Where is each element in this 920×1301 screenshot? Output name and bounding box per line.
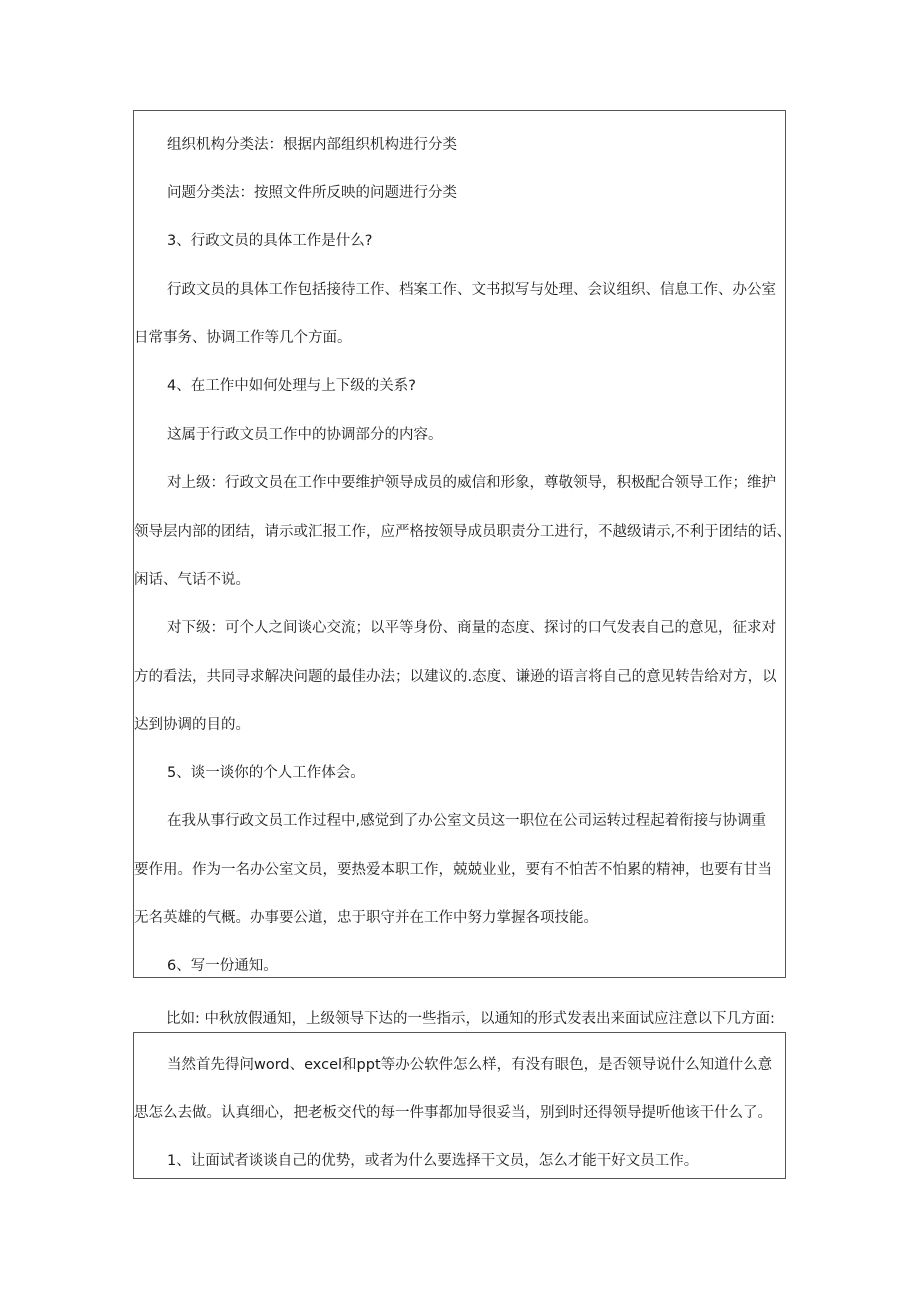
question-3-heading: 3、行政文员的具体工作是什么? xyxy=(167,233,373,249)
subordinates-line-3: 达到协调的目的。 xyxy=(134,717,250,733)
question-5-heading: 5、谈一谈你的个人工作体会。 xyxy=(167,765,365,781)
notice-example-paragraph: 比如: 中秋放假通知，上级领导下达的一些指示，以通知的形式发表出来面试应注意以下几方面: xyxy=(166,1011,775,1027)
superiors-line-1: 对上级：行政文员在工作中要维护领导成员的威信和形象，尊敬领导，积极配合领导工作；维护 xyxy=(167,475,776,491)
office-skills-line-2: 思怎么去做。认真细心，把老板交代的每一件事都加导很妥当，别到时还得领导提听他该干什么了。 xyxy=(134,1105,772,1121)
superiors-line-3: 闲话、气话不说。 xyxy=(134,572,250,588)
superiors-line-2: 领导层内部的团结，请示或汇报工作，应严格按领导成员职责分工进行，不越级请示,不利于团结的话、 xyxy=(134,524,792,540)
subordinates-line-2: 方的看法，共同寻求解决问题的最佳办法；以建议的.态度、谦逊的语言将自己的意见转告给对方，以 xyxy=(134,669,777,685)
paragraph-org-classification: 组织机构分类法：根据内部组织机构进行分类 xyxy=(167,137,457,153)
answer-5-line-3: 无名英雄的气概。办事要公道，忠于职守并在工作中努力掌握各项技能。 xyxy=(134,910,598,926)
paragraph-problem-classification: 问题分类法：按照文件所反映的问题进行分类 xyxy=(167,185,457,201)
answer-3-line-1: 行政文员的具体工作包括接待工作、档案工作、文书拟写与处理、会议组织、信息工作、办公室 xyxy=(167,282,776,298)
office-skills-line-1: 当然首先得问word、excel和ppt等办公软件怎么样，有没有眼色，是否领导说什么知道什么意 xyxy=(167,1057,773,1073)
question-6-heading: 6、写一份通知。 xyxy=(167,958,278,974)
answer-5-line-2: 要作用。作为一名办公室文员，要热爱本职工作，兢兢业业，要有不怕苦不怕累的精神，也要有甘当 xyxy=(134,862,772,878)
interview-question-1: 1、让面试者谈谈自己的优势，或者为什么要选择干文员，怎么才能干好文员工作。 xyxy=(167,1153,699,1169)
content-box-1 xyxy=(133,110,792,978)
answer-3-line-2: 日常事务、协调工作等几个方面。 xyxy=(134,330,352,346)
question-4-heading: 4、在工作中如何处理与上下级的关系? xyxy=(167,378,416,394)
content-box-2 xyxy=(133,1032,786,1179)
answer-5-line-1: 在我从事行政文员工作过程中,感觉到了办公室文员这一职位在公司运转过程起着衔接与协调重 xyxy=(167,813,767,829)
answer-4-intro: 这属于行政文员工作中的协调部分的内容。 xyxy=(167,427,443,443)
subordinates-line-1: 对下级：可个人之间谈心交流；以平等身份、商量的态度、探讨的口气发表自己的意见，征求对 xyxy=(167,620,776,636)
